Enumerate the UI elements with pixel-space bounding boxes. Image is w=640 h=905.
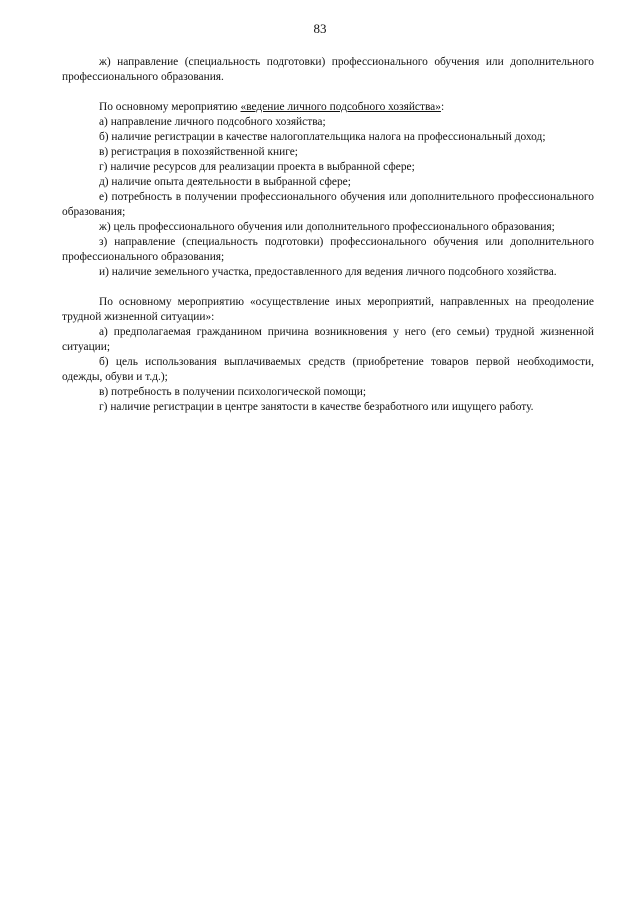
list-item: б) цель использования выплачиваемых средств (приобретение товаров первой необходимости, одежды, обуви и т.д.);	[62, 356, 594, 383]
list-item: в) регистрация в похозяйственной книге;	[99, 146, 298, 158]
list-item: ж) направление (специальность подготовки) профессионального обучения или дополнительного профессионального образования.	[62, 56, 594, 83]
list-item: в) потребность в получении психологической помощи;	[99, 386, 367, 398]
list-item: а) предполагаемая гражданином причина возникновения у него (его семьи) трудной жизненной ситуации;	[62, 326, 594, 353]
list-item: з) направление (специальность подготовки) профессионального обучения или дополнительного профессионального образования;	[62, 236, 594, 263]
list-item: г) наличие регистрации в центре занятости в качестве безработного или ищущего работу.	[99, 401, 534, 413]
section-intro-other-measures: По основному мероприятию «осуществление иных мероприятий, направленных на преодоление трудной жизненной ситуации»:	[62, 296, 594, 323]
list-item: е) потребность в получении профессионального обучения или дополнительного профессионального образования;	[62, 191, 594, 218]
list-item: ж) цель профессионального обучения или дополнительного профессионального образования;	[99, 221, 555, 233]
list-item: а) направление личного подсобного хозяйства;	[99, 116, 326, 128]
intro-suffix: :	[440, 101, 445, 113]
list-item: и) наличие земельного участка, предоставленного для ведения личного подсобного хозяйства.	[99, 266, 557, 278]
document-body	[62, 55, 594, 415]
section-intro-personal-farming	[62, 100, 594, 115]
page-number: 83	[313, 21, 327, 36]
intro-prefix: По основному мероприятию	[99, 101, 241, 113]
list-item: д) наличие опыта деятельности в выбранной сфере;	[99, 176, 351, 188]
list-item: б) наличие регистрации в качестве налогоплательщика налога на профессиональный доход;	[99, 131, 546, 143]
underlined-event-name: «ведение личного подсобного хозяйства»	[240, 101, 441, 113]
list-item: г) наличие ресурсов для реализации проекта в выбранной сфере;	[99, 161, 415, 173]
